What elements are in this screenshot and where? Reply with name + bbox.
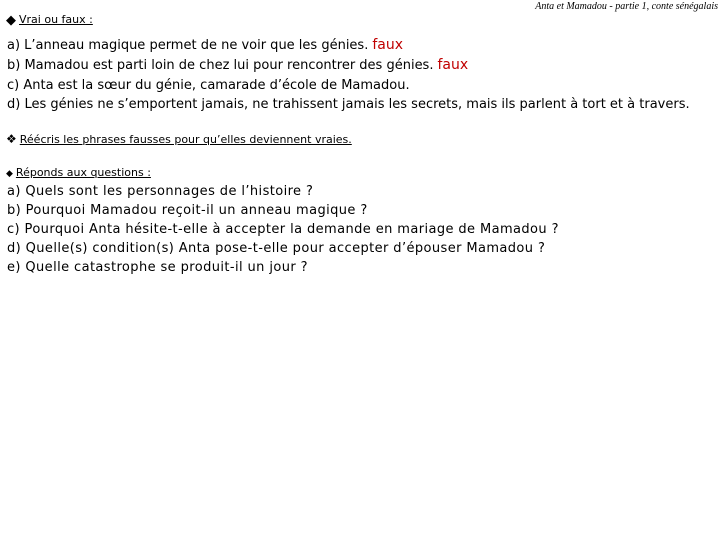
question-a: a) Quels sont les personnages de l’histoire ? (7, 184, 314, 199)
statement-a (7, 37, 403, 54)
section-reecris-title: Réécris les phrases fausses pour qu’elles deviennent vraies. (19, 133, 352, 146)
question-d: d) Quelle(s) condition(s) Anta pose-t-elle pour accepter d’épouser Mamadou ? (7, 241, 546, 256)
question-b: b) Pourquoi Mamadou reçoit-il un anneau magique ? (7, 203, 368, 218)
statement-b (7, 57, 468, 74)
small-diamond-bullet-icon: ◆ (6, 169, 13, 179)
question-e: e) Quelle catastrophe se produit-il un jour ? (7, 260, 308, 275)
section-reecris-heading (6, 132, 352, 146)
statement-c-text: c) Anta est la sœur du génie, camarade d’école de Mamadou. (7, 78, 410, 93)
question-c: c) Pourquoi Anta hésite-t-elle à accepter la demande en mariage de Mamadou ? (7, 222, 559, 237)
statement-c (7, 78, 410, 94)
section-vrai-faux-title: Vrai ou faux : (19, 13, 93, 26)
page-header-note: Anta et Mamadou - partie 1, conte sénégalais (535, 1, 718, 12)
statement-a-answer: faux (372, 37, 403, 53)
statement-b-text: b) Mamadou est parti loin de chez lui pour rencontrer des génies. (7, 58, 434, 73)
section-questions-title: Réponds aux questions : (15, 166, 151, 179)
clover-bullet-icon: ❖ (6, 132, 17, 146)
statement-b-answer: faux (437, 57, 469, 73)
statement-d (7, 97, 690, 113)
diamond-bullet-icon: ◆ (6, 13, 16, 28)
statement-d-text: d) Les génies ne s’emportent jamais, ne trahissent jamais les secrets, mais ils parlent à tort et à travers. (7, 97, 690, 112)
section-vrai-faux-heading (6, 12, 93, 27)
statement-a-text: a) L’anneau magique permet de ne voir que les génies. (7, 38, 369, 53)
section-questions-heading (6, 166, 151, 179)
